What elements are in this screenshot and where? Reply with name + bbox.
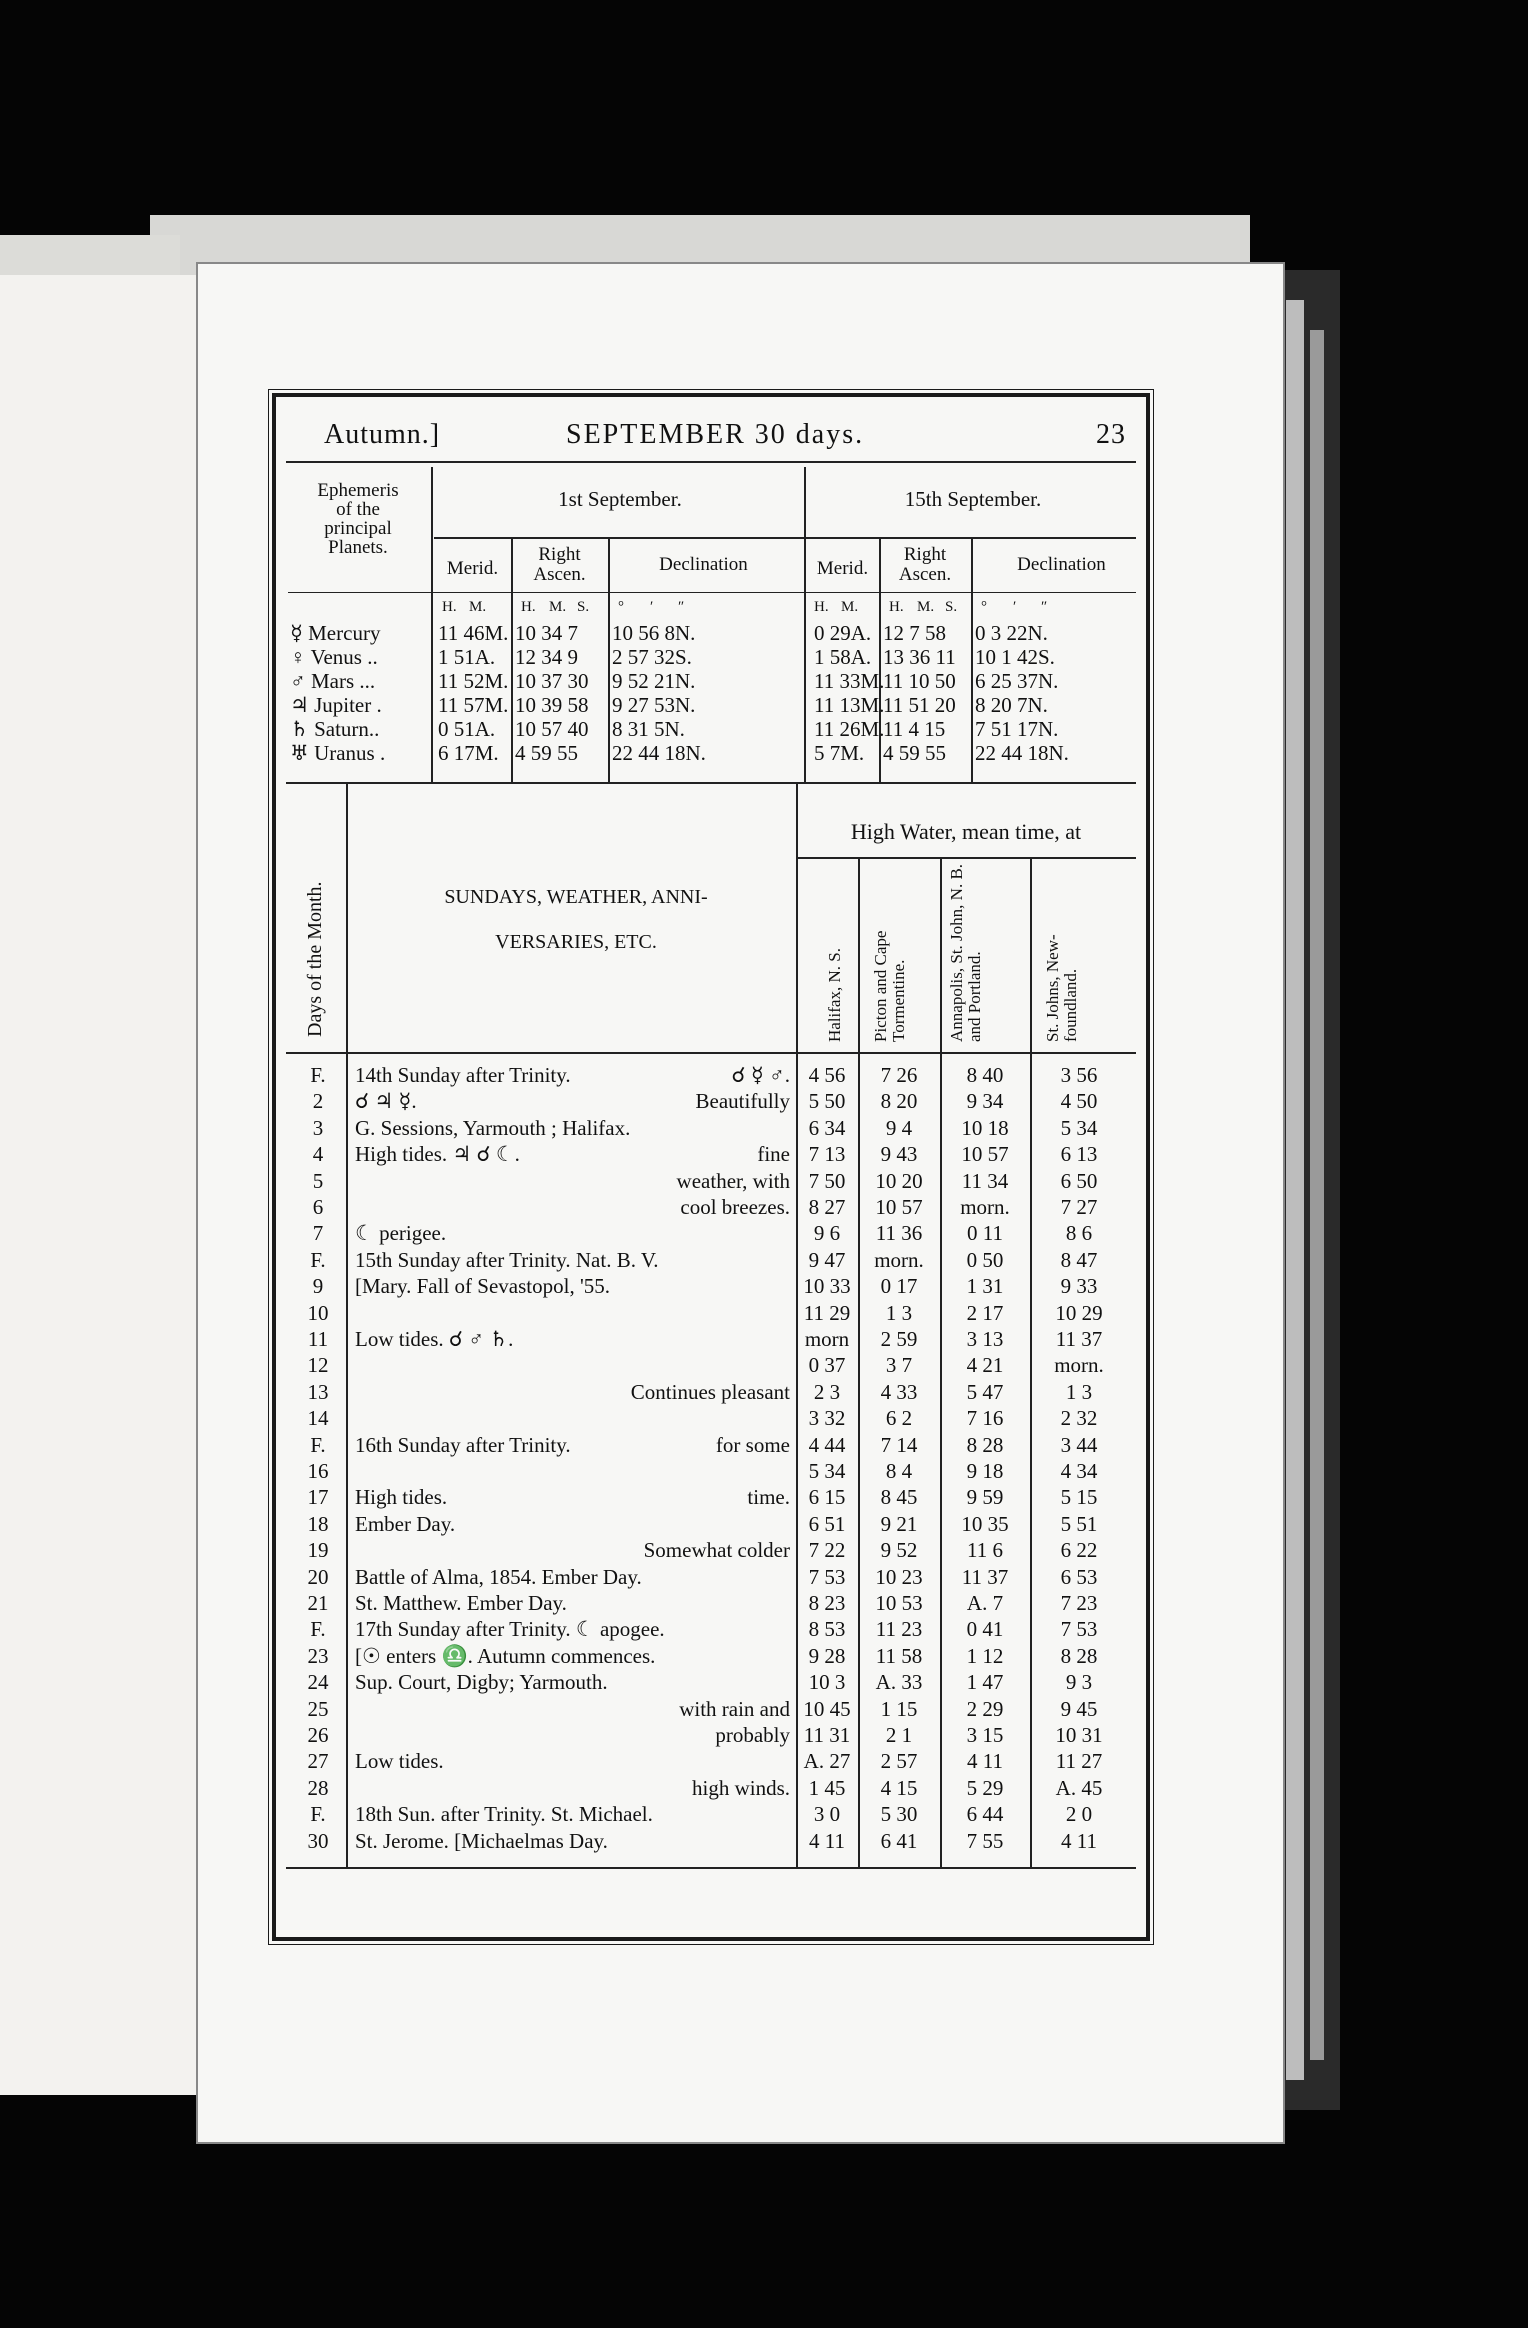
merid-1: 11 57M. (438, 693, 509, 717)
ra-2: 12 7 58 (883, 621, 946, 645)
event-text: 18th Sun. after Trinity. St. Michael. (355, 1802, 653, 1827)
weather-note ital (355, 1802, 790, 1826)
merid-1: 1 51A. (438, 645, 496, 669)
ra-1: 10 57 40 (515, 717, 589, 741)
day-of-month: 28 (307, 1775, 329, 1800)
decl-1: 9 52 21N. (612, 669, 696, 693)
decl-2: 6 25 37N. (975, 669, 1059, 693)
weather-note ital (355, 1617, 790, 1641)
st-johns-time: 4 50 (1060, 1089, 1098, 1114)
ra-2: 11 10 50 (883, 669, 956, 693)
picton-time: 6 2 (885, 1406, 913, 1431)
event-text: Low tides. (355, 1749, 444, 1774)
st-johns-time: 3 56 (1060, 1063, 1098, 1087)
col-ra-label: Right (538, 544, 581, 565)
merid-2: 1 58A. (814, 645, 872, 669)
weather-note ital: probably (715, 1723, 790, 1747)
picton-time: 2 1 (885, 1723, 913, 1747)
event-text: 16th Sunday after Trinity. (355, 1432, 571, 1457)
weather-note ital (355, 1644, 790, 1668)
col-ra-label: Ascen. (533, 564, 586, 585)
halifax-time: morn (804, 1327, 850, 1351)
weather-note ital (355, 1591, 790, 1615)
ra-1: 10 34 7 (515, 621, 578, 645)
weather-note ital (355, 1459, 790, 1483)
st-johns-time: 7 27 (1060, 1195, 1098, 1219)
halifax-time: 5 50 (808, 1089, 846, 1114)
st-johns-time: 9 3 (1065, 1670, 1093, 1695)
event-text: ☾ perigee. (355, 1221, 447, 1246)
event-text: Low tides. ☌ ♂ ♄. (355, 1327, 514, 1351)
annapolis-time: 2 29 (966, 1696, 1004, 1721)
day-of-month: 26 (307, 1723, 329, 1747)
annapolis-time: 9 34 (966, 1089, 1004, 1114)
ra-1: 10 39 58 (515, 693, 589, 717)
ephem-label-line: Ephemeris (317, 480, 399, 501)
annapolis-time: 10 35 (961, 1511, 1009, 1536)
picton-time: 7 26 (880, 1063, 918, 1087)
merid-2: 11 26M. (814, 717, 885, 741)
halifax-time: 7 50 (808, 1168, 846, 1193)
halifax-time: 10 33 (803, 1274, 851, 1299)
planet-name: ♃ Jupiter . (290, 693, 382, 717)
event-text: St. Matthew. Ember Day. (355, 1591, 567, 1615)
decl-1: 22 44 18N. (612, 741, 706, 765)
planet-name: ♅ Uranus . (290, 741, 386, 765)
planet-name: ♀ Venus .. (290, 645, 378, 669)
annapolis-time: 2 17 (966, 1300, 1004, 1325)
annapolis-time: 9 18 (966, 1459, 1004, 1483)
day-of-month: 20 (307, 1564, 329, 1589)
halifax-time: 6 34 (808, 1115, 846, 1140)
annapolis-time: 4 11 (967, 1749, 1003, 1774)
days-divider (346, 782, 348, 1867)
decl-2: 7 51 17N. (975, 717, 1059, 741)
day-of-month: 16 (307, 1459, 329, 1483)
col-decl-label: Declination (659, 554, 748, 575)
picton-time: 10 53 (875, 1591, 923, 1615)
annapolis-time: 3 13 (966, 1327, 1004, 1351)
day-of-month: 21 (307, 1591, 329, 1615)
st-johns-time: 2 32 (1060, 1406, 1098, 1431)
weather-note ital (355, 1274, 790, 1298)
day-of-month: 14 (307, 1406, 329, 1431)
annapolis-time: 7 55 (966, 1828, 1004, 1853)
col-ra-label: Ascen. (898, 564, 952, 585)
picton-time: 10 57 (875, 1195, 923, 1219)
calendar-head-rule (286, 1052, 1136, 1054)
weather-note ital (355, 1353, 790, 1377)
ephem-label-line: Planets. (328, 537, 388, 558)
halifax-time: 4 11 (809, 1828, 845, 1853)
day-of-month: 30 (307, 1828, 329, 1853)
calendar-bottom-rule (286, 1867, 1136, 1869)
unit-label: ′ (650, 599, 654, 615)
st-johns-time: A. 45 (1055, 1775, 1103, 1800)
st-johns-time: 3 44 (1060, 1432, 1098, 1457)
picton-time: 8 45 (880, 1485, 918, 1510)
annapolis-time: 11 37 (961, 1564, 1009, 1589)
halifax-time: 9 28 (808, 1643, 846, 1668)
day-of-month: 5 (312, 1168, 324, 1193)
annapolis-time: 1 31 (966, 1274, 1004, 1299)
st-johns-time: 10 31 (1055, 1723, 1103, 1747)
event-text: [☉ enters ♎. Autumn commences. (355, 1643, 656, 1668)
event-text: ☌ ♃ ☿. (355, 1089, 417, 1114)
picton-time: A. 33 (875, 1670, 923, 1695)
day-of-month: 9 (312, 1274, 324, 1299)
halifax-time: 8 53 (808, 1617, 846, 1642)
picton-time: 9 43 (880, 1142, 918, 1167)
unit-label: ″ (1041, 599, 1048, 615)
halifax-time: 8 23 (808, 1591, 846, 1615)
annapolis-time: 10 18 (961, 1115, 1009, 1140)
day-of-month: 11 (307, 1327, 329, 1351)
port-label: Halifax, N. S. (825, 948, 844, 1042)
annapolis-time: A. 7 (966, 1591, 1004, 1615)
halifax-time: 4 44 (808, 1432, 846, 1457)
halifax-time: 11 29 (803, 1300, 851, 1325)
event-text: High tides. (355, 1485, 448, 1510)
picton-time: 9 21 (880, 1511, 918, 1536)
unit-label: H. (442, 599, 457, 615)
day-of-month: 25 (307, 1696, 329, 1721)
picton-time: 10 20 (875, 1168, 923, 1193)
picton-time: 1 3 (885, 1300, 913, 1325)
event-text: [Mary. Fall of Sevastopol, '55. (355, 1274, 610, 1299)
halifax-time: A. 27 (803, 1749, 851, 1774)
unit-label: H. (889, 599, 904, 615)
decl-2: 22 44 18N. (975, 741, 1069, 765)
day-of-month: F. (310, 1802, 326, 1827)
annapolis-time: 5 29 (966, 1775, 1004, 1800)
halifax-time: 7 53 (808, 1564, 846, 1589)
annapolis-time: 0 41 (966, 1617, 1004, 1642)
weather-note ital (355, 1670, 790, 1694)
decl-1: 10 56 8N. (612, 621, 696, 645)
weather-note ital (355, 1749, 790, 1773)
halifax-time: 3 0 (813, 1802, 841, 1827)
day-of-month: 6 (312, 1195, 324, 1219)
day-of-month: 10 (307, 1300, 329, 1325)
unit-label: H. (814, 599, 829, 615)
ephem-col-divider (431, 467, 433, 782)
annapolis-time: 8 28 (966, 1432, 1004, 1457)
picton-time: 9 52 (880, 1538, 918, 1563)
events-label caps: VERSARIES, ETC. (495, 931, 657, 953)
day-of-month: 12 (307, 1353, 329, 1378)
book-edge (1280, 270, 1340, 2110)
st-johns-time: 11 37 (1055, 1327, 1103, 1351)
ephem-group-divider (804, 467, 806, 782)
annapolis-time: 11 6 (967, 1538, 1003, 1563)
decl-2: 8 20 7N. (975, 693, 1048, 717)
annapolis-time: 11 34 (961, 1168, 1009, 1193)
weather-note ital: for some (715, 1432, 790, 1457)
event-text: G. Sessions, Yarmouth ; Halifax. (355, 1115, 631, 1140)
st-johns-time: 4 11 (1061, 1828, 1097, 1853)
merid-1: 6 17M. (438, 741, 499, 765)
event-text: Sup. Court, Digby; Yarmouth. (355, 1670, 608, 1695)
merid-2: 11 33M. (814, 669, 885, 693)
halifax-time: 11 31 (803, 1723, 851, 1747)
halifax-time: 7 13 (808, 1142, 846, 1167)
col-ra-label: Right (903, 544, 947, 565)
picton-time: 7 14 (880, 1432, 918, 1457)
ephem-label-line: of the (336, 499, 380, 520)
annapolis-time: 3 15 (966, 1723, 1004, 1747)
decl-2: 10 1 42S. (975, 645, 1055, 669)
weather-note ital: high winds. (691, 1775, 790, 1800)
st-johns-time: 8 47 (1060, 1247, 1098, 1272)
season-label: Autumn.] (324, 419, 441, 450)
st-johns-time: 7 23 (1060, 1591, 1098, 1615)
decl-1: 2 57 32S. (612, 645, 692, 669)
month-title: SEPTEMBER 30 days. (566, 419, 865, 450)
high-water-label: High Water, mean time, at (850, 819, 1082, 844)
merid-1: 11 46M. (438, 621, 509, 645)
day-of-month: 4 (312, 1142, 324, 1167)
annapolis-time: 0 50 (966, 1247, 1004, 1272)
picton-time: 11 58 (875, 1643, 923, 1668)
st-johns-time: 1 3 (1065, 1379, 1093, 1404)
day-of-month: F. (310, 1247, 326, 1272)
weather-note ital: with rain and (679, 1696, 790, 1721)
halifax-time: 6 15 (808, 1485, 846, 1510)
weather-note ital: Somewhat colder (643, 1538, 790, 1563)
ra-1: 10 37 30 (515, 669, 589, 693)
weather-note ital: ☌ ☿ ♂. (731, 1063, 790, 1087)
day-of-month: F. (310, 1063, 326, 1087)
weather-note ital (355, 1221, 790, 1245)
merid-1: 11 52M. (438, 669, 509, 693)
halifax-time: 5 34 (808, 1459, 846, 1483)
merid-1: 0 51A. (438, 717, 496, 741)
picton-time: morn. (874, 1247, 924, 1272)
merid-2: 0 29A. (814, 621, 872, 645)
weather-note ital (355, 1327, 790, 1351)
planet-name: ☿ Mercury (290, 621, 381, 645)
facing-page (0, 275, 208, 2095)
day-of-month: 3 (312, 1115, 324, 1140)
event-text: 15th Sunday after Trinity. Nat. B. V. (355, 1247, 659, 1272)
halifax-time: 4 56 (808, 1063, 846, 1087)
picton-time: 2 59 (880, 1327, 918, 1351)
weather-note ital (355, 1829, 790, 1853)
unit-label: M. (469, 599, 487, 615)
weather-note ital (355, 1116, 790, 1140)
decl-1: 9 27 53N. (612, 693, 696, 717)
st-johns-time: 9 33 (1060, 1274, 1098, 1299)
st-johns-time: 2 0 (1065, 1802, 1093, 1827)
picton-time: 4 33 (880, 1379, 918, 1404)
ra-2: 11 51 20 (883, 693, 956, 717)
st-johns-time: 10 29 (1055, 1300, 1103, 1325)
day-of-month: 23 (307, 1643, 329, 1668)
ra-2: 13 36 11 (883, 645, 956, 669)
halifax-time: 10 3 (808, 1670, 846, 1695)
port-label: Annapolis, St. John, N. B. and Portland. (947, 863, 984, 1042)
ephem-label-line: principal (324, 518, 392, 539)
st-johns-time: 11 27 (1055, 1749, 1103, 1774)
day-of-month: 2 (312, 1089, 324, 1114)
ra-1: 12 34 9 (515, 645, 578, 669)
picton-time: 4 15 (880, 1775, 918, 1800)
st-johns-time: morn. (1054, 1353, 1104, 1378)
group-1-title: 1st September. (558, 487, 682, 511)
event-text: 14th Sunday after Trinity. (355, 1063, 571, 1087)
event-text: High tides. ♃ ☌ ☾. (355, 1142, 520, 1167)
st-johns-time: 5 15 (1060, 1485, 1098, 1510)
st-johns-time: 8 28 (1060, 1643, 1098, 1668)
event-text: 17th Sunday after Trinity. ☾ apogee. (355, 1617, 665, 1642)
st-johns-time: 7 53 (1060, 1617, 1098, 1642)
st-johns-time: 6 53 (1060, 1564, 1098, 1589)
annapolis-time: 8 40 (966, 1063, 1004, 1087)
weather-note ital: Beautifully (695, 1089, 790, 1114)
unit-label: ° (618, 599, 624, 615)
annapolis-time: 1 12 (966, 1643, 1004, 1668)
col-merid-label: Merid. (446, 558, 499, 579)
weather-note ital: Continues pleasant (630, 1379, 790, 1404)
st-johns-time: 5 34 (1060, 1115, 1098, 1140)
ra-1: 4 59 55 (515, 741, 578, 765)
halifax-time: 9 47 (808, 1247, 846, 1272)
halifax-time: 8 27 (808, 1195, 846, 1219)
halifax-time: 0 37 (808, 1353, 846, 1378)
halifax-time: 6 51 (808, 1511, 846, 1536)
day-of-month: 27 (307, 1749, 329, 1774)
day-of-month: 17 (307, 1485, 329, 1510)
picton-time: 9 4 (885, 1115, 913, 1140)
event-text: St. Jerome. [Michaelmas Day. (355, 1828, 608, 1853)
annapolis-time: 7 16 (966, 1406, 1004, 1431)
unit-label: H. (521, 599, 536, 615)
unit-label: M. (917, 599, 935, 615)
weather-note ital (355, 1406, 790, 1430)
day-of-month: 13 (307, 1379, 329, 1404)
unit-label: ′ (1013, 599, 1017, 615)
picton-time: 10 23 (875, 1564, 923, 1589)
picton-time: 2 57 (880, 1749, 918, 1774)
event-text: Battle of Alma, 1854. Ember Day. (355, 1564, 642, 1589)
picton-time: 1 15 (880, 1696, 918, 1721)
day-of-month: F. (310, 1617, 326, 1642)
weather-note ital: cool breezes. (680, 1195, 790, 1219)
picton-time: 11 23 (875, 1617, 923, 1642)
weather-note ital (355, 1512, 790, 1536)
st-johns-time: 8 6 (1065, 1221, 1093, 1246)
unit-label: S. (577, 599, 590, 615)
day-of-month: 18 (307, 1511, 329, 1536)
unit-label: ° (981, 599, 987, 615)
annapolis-time: morn. (960, 1195, 1010, 1219)
day-of-month: 19 (307, 1538, 329, 1563)
st-johns-time: 5 51 (1060, 1511, 1098, 1536)
high-water-rule (796, 857, 1136, 859)
ephem-units-rule (288, 592, 1136, 593)
almanac-frame (272, 393, 1150, 1941)
annapolis-time: 4 21 (966, 1353, 1004, 1378)
picton-time: 8 4 (885, 1459, 913, 1483)
merid-2: 5 7M. (814, 741, 865, 765)
picton-time: 5 30 (880, 1802, 918, 1827)
day-of-month: F. (310, 1432, 326, 1457)
event-text: Ember Day. (355, 1511, 456, 1536)
group-2-title: 15th September. (904, 487, 1042, 511)
weather-note ital (355, 1248, 790, 1272)
annapolis-time: 1 47 (966, 1670, 1004, 1695)
weather-note ital (355, 1565, 790, 1589)
picton-time: 6 41 (880, 1828, 918, 1853)
col-merid-label: Merid. (816, 558, 869, 579)
annapolis-time: 0 11 (967, 1221, 1003, 1246)
annapolis-time: 10 57 (961, 1142, 1009, 1167)
st-johns-time: 9 45 (1060, 1696, 1098, 1721)
port-label: St. Johns, New-foundland. (1043, 934, 1080, 1042)
group-rule (434, 537, 1136, 539)
halifax-time: 1 45 (808, 1775, 846, 1800)
annapolis-time: 6 44 (966, 1802, 1004, 1827)
merid-2: 11 13M. (814, 693, 885, 717)
st-johns-time: 6 13 (1060, 1142, 1098, 1167)
picton-time: 0 17 (880, 1274, 918, 1299)
planet-name: ♂ Mars ... (290, 669, 376, 693)
page-number: 23 (1096, 419, 1126, 450)
annapolis-time: 9 59 (966, 1485, 1004, 1510)
port-label: Picton and Cape Tormentine. (871, 930, 908, 1042)
planet-name: ♄ Saturn.. (290, 717, 380, 741)
day-of-month: 24 (307, 1670, 329, 1695)
weather-note ital: fine (757, 1142, 790, 1167)
st-johns-time: 6 50 (1060, 1168, 1098, 1193)
ra-2: 4 59 55 (883, 741, 946, 765)
st-johns-time: 6 22 (1060, 1538, 1098, 1563)
decl-2: 0 3 22N. (975, 621, 1048, 645)
days-label: Days of the Month. (304, 881, 326, 1037)
header-rule (286, 461, 1136, 463)
halifax-time: 10 45 (803, 1696, 851, 1721)
picton-time: 8 20 (880, 1089, 918, 1114)
unit-label: ″ (678, 599, 685, 615)
weather-note ital: weather, with (676, 1168, 790, 1193)
weather-note ital (355, 1301, 790, 1325)
picton-time: 3 7 (885, 1353, 913, 1378)
halifax-time: 3 32 (808, 1406, 846, 1431)
halifax-time: 9 6 (813, 1221, 841, 1246)
unit-label: M. (841, 599, 859, 615)
unit-label: M. (549, 599, 567, 615)
st-johns-time: 4 34 (1060, 1459, 1098, 1483)
ra-2: 11 4 15 (883, 717, 946, 741)
annapolis-time: 5 47 (966, 1379, 1004, 1404)
ephem-bottom-rule (286, 782, 1136, 784)
unit-label: S. (945, 599, 958, 615)
day-of-month: 7 (312, 1221, 324, 1246)
decl-1: 8 31 5N. (612, 717, 685, 741)
events-label caps: SUNDAYS, WEATHER, ANNI- (444, 886, 708, 908)
col-decl-label: Declination (1017, 554, 1106, 575)
picton-time: 11 36 (875, 1221, 923, 1246)
halifax-time: 2 3 (813, 1379, 841, 1404)
weather-note ital: time. (747, 1485, 790, 1510)
halifax-time: 7 22 (808, 1538, 846, 1563)
